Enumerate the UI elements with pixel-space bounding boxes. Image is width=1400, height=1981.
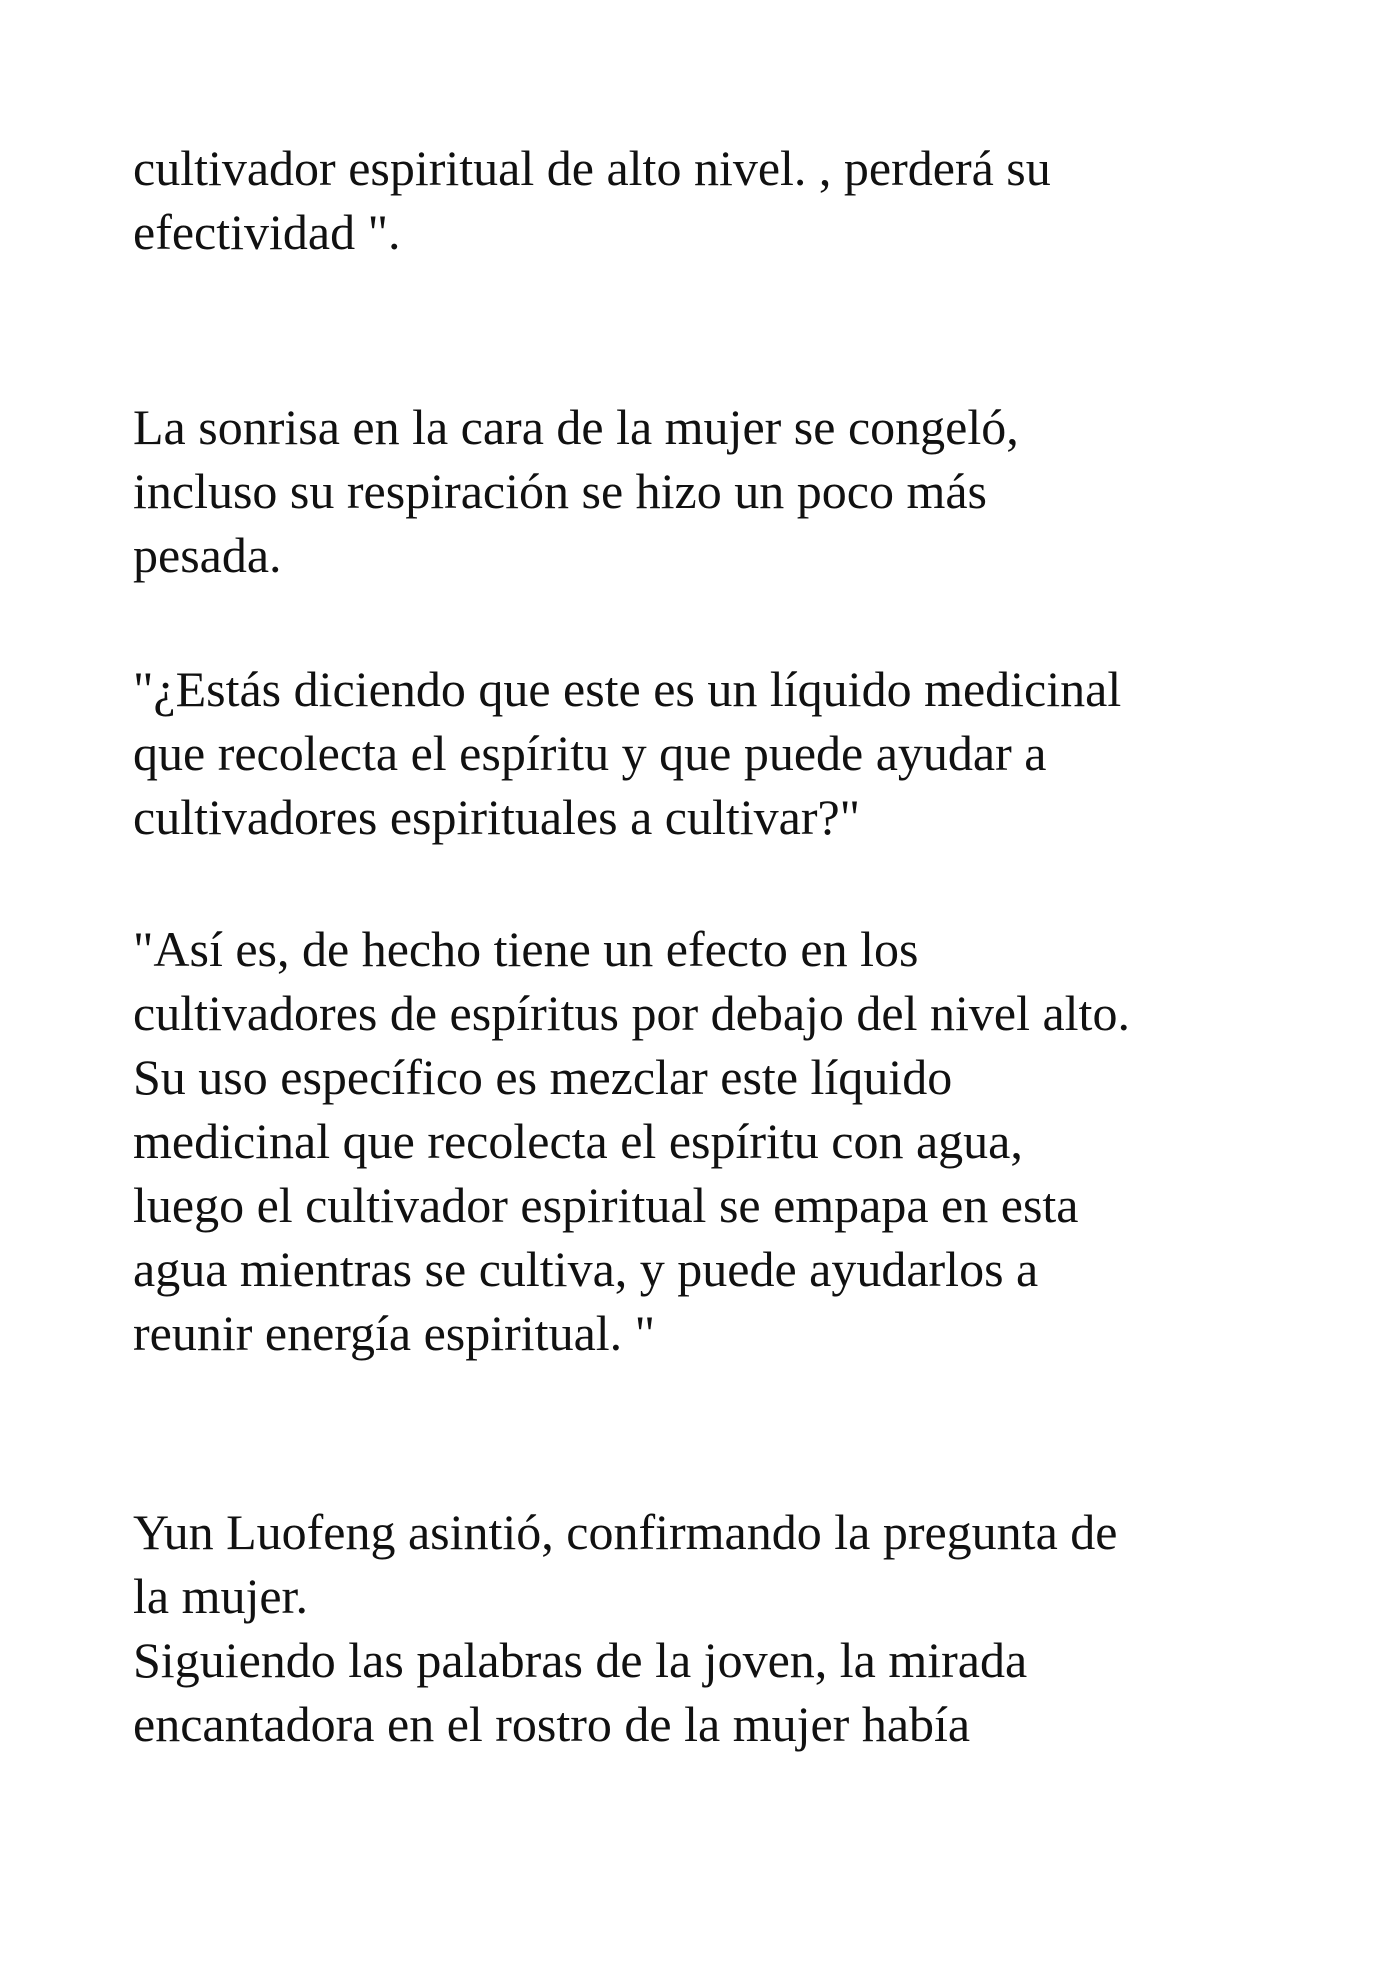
paragraph-line: cultivadores espirituales a cultivar?" bbox=[133, 789, 861, 845]
paragraph-3 bbox=[133, 657, 1313, 849]
paragraph-line: "¿Estás diciendo que este es un líquido medicinal bbox=[133, 661, 1122, 717]
paragraph-line: agua mientras se cultiva, y puede ayudarlos a bbox=[133, 1241, 1039, 1297]
paragraph-4 bbox=[133, 917, 1313, 1365]
paragraph-line: cultivador espiritual de alto nivel. , perderá su bbox=[133, 140, 1051, 196]
paragraph-line: incluso su respiración se hizo un poco más bbox=[133, 463, 987, 519]
paragraph-2 bbox=[133, 395, 1313, 587]
paragraph-line: cultivadores de espíritus por debajo del nivel alto. bbox=[133, 985, 1130, 1041]
paragraph-line: pesada. bbox=[133, 527, 282, 583]
paragraph-line: encantadora en el rostro de la mujer había bbox=[133, 1696, 971, 1752]
paragraph-line: luego el cultivador espiritual se empapa en esta bbox=[133, 1177, 1079, 1233]
paragraph-line: reunir energía espiritual. " bbox=[133, 1305, 656, 1361]
paragraph-line: efectividad ". bbox=[133, 204, 401, 260]
paragraph-line: Yun Luofeng asintió, confirmando la pregunta de bbox=[133, 1504, 1118, 1560]
paragraph-line: que recolecta el espíritu y que puede ayudar a bbox=[133, 725, 1047, 781]
paragraph-line: medicinal que recolecta el espíritu con agua, bbox=[133, 1113, 1023, 1169]
paragraph-line: "Así es, de hecho tiene un efecto en los bbox=[133, 921, 919, 977]
paragraph-line: la mujer. bbox=[133, 1568, 308, 1624]
paragraph-5 bbox=[133, 1500, 1313, 1756]
paragraph-line: La sonrisa en la cara de la mujer se congeló, bbox=[133, 399, 1019, 455]
paragraph-line: Su uso específico es mezclar este líquido bbox=[133, 1049, 953, 1105]
paragraph-line: Siguiendo las palabras de la joven, la mirada bbox=[133, 1632, 1028, 1688]
paragraph-1 bbox=[133, 136, 1313, 264]
